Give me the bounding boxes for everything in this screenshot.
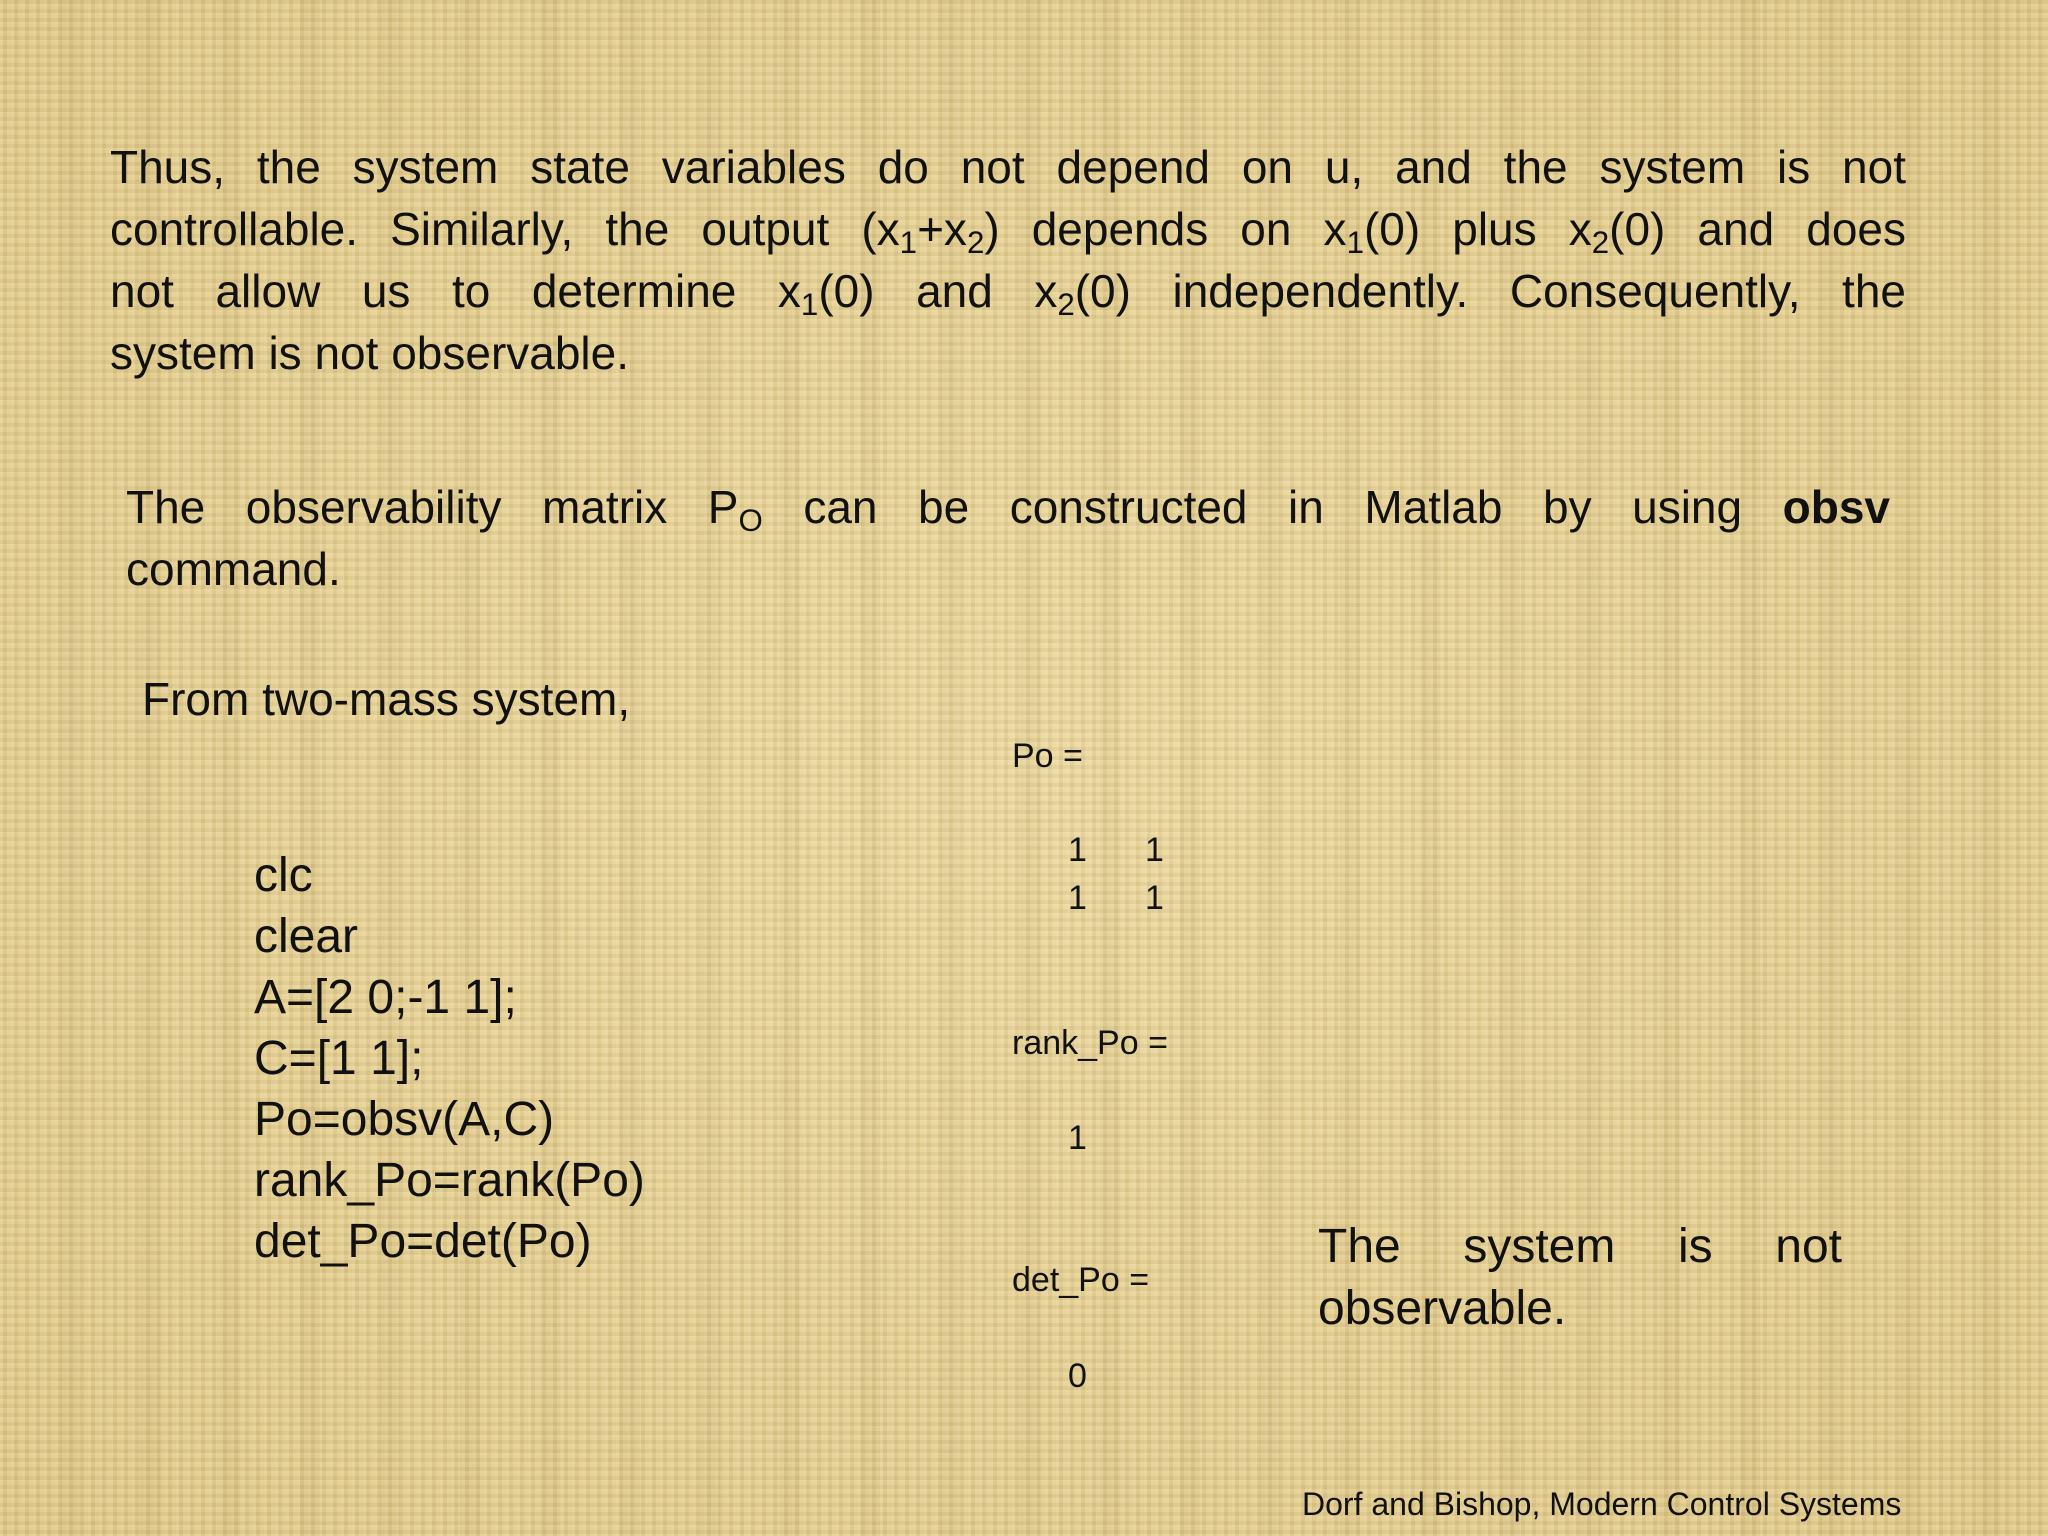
code-line: Po=obsv(A,C) xyxy=(254,1093,555,1146)
conclusion-line-1: The system is not xyxy=(1318,1220,1842,1273)
code-line: A=[2 0;-1 1]; xyxy=(254,971,517,1024)
intro-line-4: system is not observable. xyxy=(110,327,630,379)
code-line: det_Po=det(Po) xyxy=(254,1215,592,1268)
po-matrix-cell: 1 xyxy=(1145,879,1164,917)
from-label: From two-mass system, xyxy=(142,673,631,725)
obsv-note-line-1: The observability matrix $P_O$ can be constructed in Matlab by using obsv xyxy=(126,481,1890,538)
conclusion-text xyxy=(1318,1216,1842,1340)
intro-line-1: Thus, the system state variables do not depend on u, and the system is not xyxy=(110,141,1906,193)
obsv-note-line-2: command. xyxy=(126,543,341,595)
po-matrix-row-1 xyxy=(1068,826,1222,874)
intro-paragraph xyxy=(110,136,1906,384)
matlab-code xyxy=(254,845,645,1272)
po-matrix-row-2 xyxy=(1068,874,1222,922)
intro-line-2: controllable. Similarly, the output $(x_1+x_2)$ depends on $x_1(0)$ plus $x_2(0)$ and does xyxy=(110,203,1907,260)
code-line: clc xyxy=(254,849,313,902)
code-line: rank_Po=rank(Po) xyxy=(254,1154,645,1207)
det-output-label: det_Po = xyxy=(1012,1261,1150,1299)
po-output-label: Po = xyxy=(1012,737,1083,775)
source-credit: Dorf and Bishop, Modern Control Systems xyxy=(1302,1486,1902,1522)
rank-output-label: rank_Po = xyxy=(1012,1024,1168,1062)
po-matrix-cell: 1 xyxy=(1068,831,1087,869)
po-matrix-cell: 1 xyxy=(1145,831,1164,869)
code-line: clear xyxy=(254,910,359,963)
conclusion-line-2: observable. xyxy=(1318,1282,1567,1335)
det-output-value: 0 xyxy=(1068,1357,1087,1395)
po-matrix-cell: 1 xyxy=(1068,879,1087,917)
intro-line-3: not allow us to determine $x_1(0)$ and $x_2(0)$ independently. Consequently, the xyxy=(110,265,1906,322)
code-line: C=[1 1]; xyxy=(254,1032,424,1085)
rank-output-value: 1 xyxy=(1068,1119,1087,1157)
obsv-note-paragraph xyxy=(126,476,1890,600)
